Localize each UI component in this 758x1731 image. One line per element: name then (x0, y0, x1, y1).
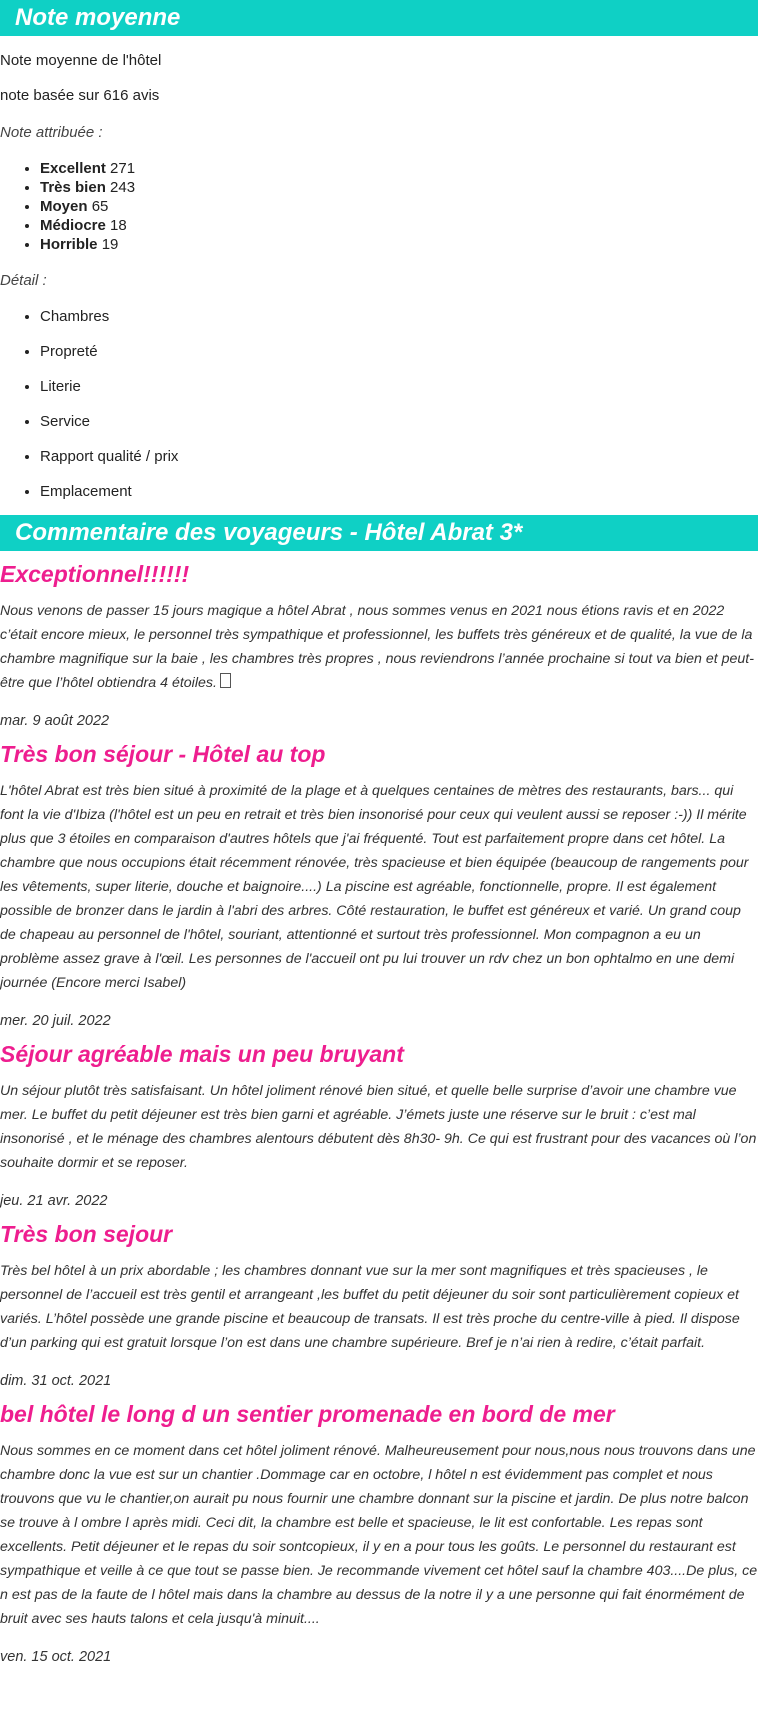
review-item (0, 1399, 758, 1667)
rating-count: 243 (110, 179, 136, 196)
review-date: dim. 31 oct. 2021 (0, 1373, 112, 1389)
rating-item-mediocre (40, 216, 758, 235)
review-date: jeu. 21 avr. 2022 (0, 1193, 108, 1209)
rating-count: 19 (101, 236, 119, 253)
review-item (0, 559, 758, 731)
detail-item-rapport-qualite-prix: • Rapport qualité / prix (40, 447, 758, 466)
rating-label: Moyen (40, 198, 88, 215)
rating-count: 271 (110, 160, 136, 177)
rating-breakdown-list (0, 159, 758, 254)
emoji-placeholder-icon (220, 673, 231, 688)
average-rating-label: Note moyenne de l'hôtel (0, 52, 162, 69)
rating-count: 65 (91, 198, 109, 215)
rating-label: Excellent (40, 160, 106, 177)
review-title: Séjour agréable mais un peu bruyant (0, 1041, 404, 1067)
rating-item-excellent (40, 159, 758, 178)
reviews-section-header: Commentaire des voyageurs - Hôtel Abrat 3* (0, 515, 758, 551)
review-item (0, 739, 758, 1031)
review-title: Très bon séjour - Hôtel au top (0, 741, 326, 767)
review-count-text: note basée sur 616 avis (0, 87, 160, 104)
rating-label: Très bien (40, 179, 106, 196)
review-date: mer. 20 juil. 2022 (0, 1013, 111, 1029)
review-title: Exceptionnel!!!!!! (0, 561, 190, 587)
rating-section-header: Note moyenne (0, 0, 758, 36)
rating-item-horrible (40, 235, 758, 254)
detail-item-emplacement: • Emplacement (40, 482, 758, 501)
review-body: L'hôtel Abrat est très bien situé à proximité de la plage et à quelques centaines de mètres des restaurants, bars... qui font la vie d'Ibiza (l'hôtel est un peu en retrait et très bien insonorisé pour ceux qui veulent aussi se reposer :-)) Il mérite plus que 3 étoiles en comparaison d'autres hôtels que j'ai fréquenté. Tout est parfaitement propre dans cet hôtel. La chambre que nous occupions était récemment rénovée, très spacieuse et bien équipée (beaucoup de rangements pour les vêtements, super literie, douche et baignoire....) La piscine est agréable, fonctionnelle, propre. Il est également possible de bronzer dans le jardin à l'abri des arbres. Côté restauration, le buffet est généreux et varié. Un grand coup de chapeau au personnel de l'hôtel, souriant, attentionné et surtout très professionnel. Mon compagnon a eu un problème assez grave à l'œil. Les personnes de l'accueil ont pu lui trouver un rdv chez un bon ophtalmo en une demi journée (Encore merci Isabel) (0, 783, 749, 991)
rating-count: 18 (110, 217, 127, 234)
review-body: Un séjour plutôt très satisfaisant. Un hôtel joliment rénové bien situé, et quelle belle surprise d’avoir une chambre vue mer. Le buffet du petit déjeuner est très bien garni et agréable. J’émets juste une réserve sur le bruit : c’est mal insonorisé , et le ménage des chambres alentours débutent dès 8h30- 9h. Ce qui est frustrant pour des vacances où l’on souhaite dormir et se reposer. (0, 1083, 757, 1171)
review-title: Très bon sejour (0, 1221, 173, 1247)
rating-label: Médiocre (40, 217, 106, 234)
detail-item-literie: • Literie (40, 377, 758, 396)
rating-section (0, 0, 758, 501)
detail-label: Détail : (0, 272, 47, 289)
detail-item-chambres: • Chambres (40, 307, 758, 326)
review-body: Nous sommes en ce moment dans cet hôtel joliment rénové. Malheureusement pour nous,nous nous trouvons dans une chambre donc la vue est sur un chantier .Dommage car en octobre, l hôtel n est évidemment pas complet et nous trouvons que vu le chantier,on aurait pu nous fournir une chambre donnant sur la piscine et jardin. De plus notre balcon se trouve à l ombre l après midi. Ceci dit, la chambre est belle et spacieuse, le lit est confortable. Les repas sont excellents. Petit déjeuner et le repas du soir sontcopieux, il y en a pour tous les goûts. Le personnel du restaurant est sympathique et veille à ce que tout se passe bien. Je recommande vivement cet hôtel sauf la chambre 403....De plus, ce n est pas de la faute de l hôtel mais dans la chambre au dessus de la notre il y a une personne qui fait énormément de bruit avec ses hauts talons et cela jusqu'à minuit.... (0, 1443, 758, 1627)
rating-item-moyen (40, 197, 758, 216)
review-body: Nous venons de passer 15 jours magique a hôtel Abrat , nous sommes venus en 2021 nous étions ravis et en 2022 c’était encore mieux, le personnel très sympathique et professionnel, les buffets très généreux et de qualité, la vue de la chambre magnifique sur la baie , les chambres très propres , nous reviendrons l’année prochaine si tout va bien et peut-être que l’hôtel obtiendra 4 étoiles. (0, 603, 754, 691)
reviews-section (0, 515, 758, 1667)
review-item (0, 1219, 758, 1391)
review-date: ven. 15 oct. 2021 (0, 1649, 112, 1665)
review-date: mar. 9 août 2022 (0, 713, 110, 729)
detail-item-proprete: • Propreté (40, 342, 758, 361)
rating-label: Horrible (40, 236, 98, 253)
review-item (0, 1039, 758, 1211)
review-title: bel hôtel le long d un sentier promenade en bord de mer (0, 1401, 615, 1427)
rating-item-tres-bien (40, 178, 758, 197)
detail-criteria-list (0, 307, 758, 501)
detail-item-service: • Service (40, 412, 758, 431)
attributed-rating-label: Note attribuée : (0, 124, 103, 141)
review-body: Très bel hôtel à un prix abordable ; les chambres donnant vue sur la mer sont magnifiques et très spacieuses , le personnel de l’accueil est très gentil et arrangeant ,les buffet du petit déjeuner du soir sont particulièrement copieux et variés. L’hôtel possède une grande piscine et beaucoup de transats. Il est très proche du centre-ville à pied. Il dispose d’un parking qui est gratuit lorsque l’on est dans une chambre supérieure. Bref je n’ai rien à redire, c’était parfait. (0, 1263, 740, 1351)
